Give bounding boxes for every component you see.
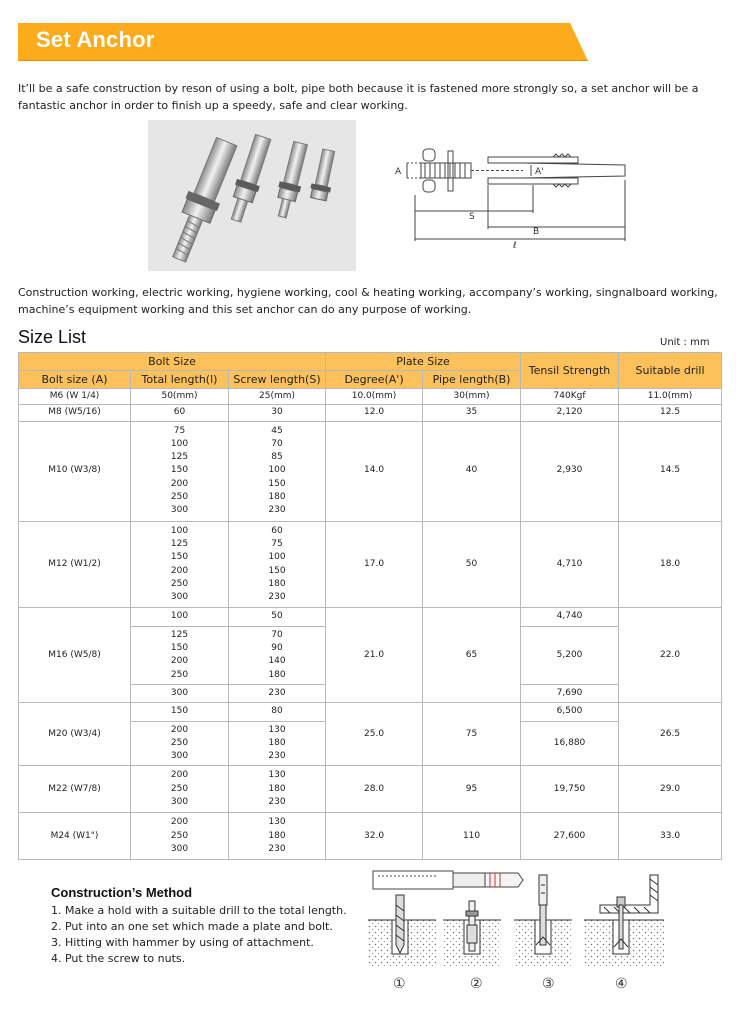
size-list-title: Size List <box>18 327 87 347</box>
tensil-strength-cell: 27,600 <box>521 813 619 860</box>
degree-cell: 14.0 <box>326 421 423 521</box>
header-plate-size: Plate Size <box>326 353 521 371</box>
screw-length-cell: 230 <box>229 684 326 702</box>
pipe-length-cell: 50 <box>423 521 521 608</box>
pipe-length-cell: 95 <box>423 766 521 813</box>
diagram-label-s: S <box>469 212 475 222</box>
method-step: 3. Hitting with hammer by using of attachment. <box>51 936 314 949</box>
pipe-length-cell: 75 <box>423 703 521 766</box>
degree-cell: 25.0 <box>326 703 423 766</box>
degree-cell: 28.0 <box>326 766 423 813</box>
header-pipe-length: Pipe length(B) <box>423 371 521 389</box>
tensil-strength-cell: 19,750 <box>521 766 619 813</box>
total-length-cell: 60 <box>131 405 229 421</box>
total-length-cell: 150 <box>131 703 229 721</box>
tensil-strength-cell: 2,930 <box>521 421 619 521</box>
total-length-cell: 200 250 300 <box>131 813 229 860</box>
method-step: 1. Make a hold with a suitable drill to the total length. <box>51 904 347 917</box>
usage-text: Construction working, electric working, hygiene working, cool & heating working, accompany’s working, singnalboard working, machine’s equipment working and this set anchor can do any purpose of working. <box>18 286 718 316</box>
suitable-drill-cell: 12.5 <box>619 405 722 421</box>
method-steps <box>51 903 347 967</box>
screw-length-cell: 45 70 85 100 150 180 230 <box>229 421 326 521</box>
total-length-cell: 100 <box>131 608 229 626</box>
screw-length-cell: 130 180 230 <box>229 721 326 766</box>
total-length-cell: 200 250 300 <box>131 721 229 766</box>
unit-label: Unit : mm <box>660 337 710 348</box>
degree-cell: 12.0 <box>326 405 423 421</box>
table-row <box>19 703 722 721</box>
total-length-cell: 75 100 125 150 200 250 300 <box>131 421 229 521</box>
page-title: Set Anchor <box>36 27 155 52</box>
total-length-cell: 125 150 200 250 <box>131 626 229 684</box>
diagram-label-l: ℓ <box>513 241 517 250</box>
diagram-label-a-prime: A' <box>535 167 544 177</box>
bolt-size-cell: M20 (W3/4) <box>19 703 131 766</box>
method-step: 4. Put the screw to nuts. <box>51 952 186 965</box>
tensil-strength-cell: 4,710 <box>521 521 619 608</box>
table-row <box>19 766 722 813</box>
suitable-drill-cell: 26.5 <box>619 703 722 766</box>
screw-length-cell: 25(mm) <box>229 389 326 405</box>
size-table <box>18 352 722 860</box>
tensil-strength-cell: 16,880 <box>521 721 619 766</box>
figure-number-3: ③ <box>542 976 555 992</box>
table-row <box>19 813 722 860</box>
bolt-size-cell: M24 (W1") <box>19 813 131 860</box>
tensil-strength-cell: 5,200 <box>521 626 619 684</box>
suitable-drill-cell: 29.0 <box>619 766 722 813</box>
header-degree: Degree(A') <box>326 371 423 389</box>
screw-length-cell: 80 <box>229 703 326 721</box>
tensil-strength-cell: 2,120 <box>521 405 619 421</box>
table-row <box>19 421 722 521</box>
screw-length-cell: 130 180 230 <box>229 766 326 813</box>
figure-number-4: ④ <box>615 976 628 992</box>
size-table-body <box>19 389 722 860</box>
suitable-drill-cell: 22.0 <box>619 608 722 703</box>
bolt-size-cell: M16 (W5/8) <box>19 608 131 703</box>
header-banner <box>18 23 588 61</box>
bolt-size-cell: M6 (W 1/4) <box>19 389 131 405</box>
total-length-cell: 300 <box>131 684 229 702</box>
suitable-drill-cell: 33.0 <box>619 813 722 860</box>
header-bolt-size-a: Bolt size (A) <box>19 371 131 389</box>
suitable-drill-cell: 14.5 <box>619 421 722 521</box>
bolt-size-cell: M8 (W5/16) <box>19 405 131 421</box>
degree-cell: 32.0 <box>326 813 423 860</box>
figure-number-1: ① <box>393 976 406 992</box>
screw-length-cell: 50 <box>229 608 326 626</box>
header-total-length: Total length(l) <box>131 371 229 389</box>
total-length-cell: 200 250 300 <box>131 766 229 813</box>
product-photo <box>148 120 356 271</box>
header-tensil-strength: Tensil Strength <box>521 353 619 389</box>
intro-text: It’ll be a safe construction by reson of using a bolt, pipe both because it is fastened more strongly so, a set anchor will be a fantastic anchor in order to finish up a speedy, safe and clear working. <box>18 82 699 112</box>
screw-length-cell: 70 90 140 180 <box>229 626 326 684</box>
pipe-length-cell: 40 <box>423 421 521 521</box>
header-bolt-size: Bolt Size <box>19 353 326 371</box>
suitable-drill-cell: 11.0(mm) <box>619 389 722 405</box>
diagram-label-a: A <box>395 167 402 177</box>
degree-cell: 17.0 <box>326 521 423 608</box>
header-suitable-drill: Suitable drill <box>619 353 722 389</box>
pipe-length-cell: 65 <box>423 608 521 703</box>
pipe-length-cell: 35 <box>423 405 521 421</box>
degree-cell: 21.0 <box>326 608 423 703</box>
suitable-drill-cell: 18.0 <box>619 521 722 608</box>
figure-number-2: ② <box>470 976 483 992</box>
method-step: 2. Put into an one set which made a plate and bolt. <box>51 920 333 933</box>
screw-length-cell: 30 <box>229 405 326 421</box>
table-row <box>19 608 722 626</box>
header-screw-length: Screw length(S) <box>229 371 326 389</box>
pipe-length-cell: 30(mm) <box>423 389 521 405</box>
tensil-strength-cell: 7,690 <box>521 684 619 702</box>
tensil-strength-cell: 6,500 <box>521 703 619 721</box>
tensil-strength-cell: 4,740 <box>521 608 619 626</box>
table-row <box>19 521 722 608</box>
degree-cell: 10.0(mm) <box>326 389 423 405</box>
screw-length-cell: 60 75 100 150 180 230 <box>229 521 326 608</box>
pipe-length-cell: 110 <box>423 813 521 860</box>
table-row <box>19 405 722 421</box>
screw-length-cell: 130 180 230 <box>229 813 326 860</box>
total-length-cell: 50(mm) <box>131 389 229 405</box>
diagram-label-b: B <box>533 227 540 237</box>
bolt-size-cell: M22 (W7/8) <box>19 766 131 813</box>
total-length-cell: 100 125 150 200 250 300 <box>131 521 229 608</box>
method-title: Construction’s Method <box>51 885 193 900</box>
bolt-size-cell: M12 (W1/2) <box>19 521 131 608</box>
anchor-dimension-diagram <box>393 135 638 250</box>
bolt-size-cell: M10 (W3/8) <box>19 421 131 521</box>
table-row <box>19 389 722 405</box>
tensil-strength-cell: 740Kgf <box>521 389 619 405</box>
